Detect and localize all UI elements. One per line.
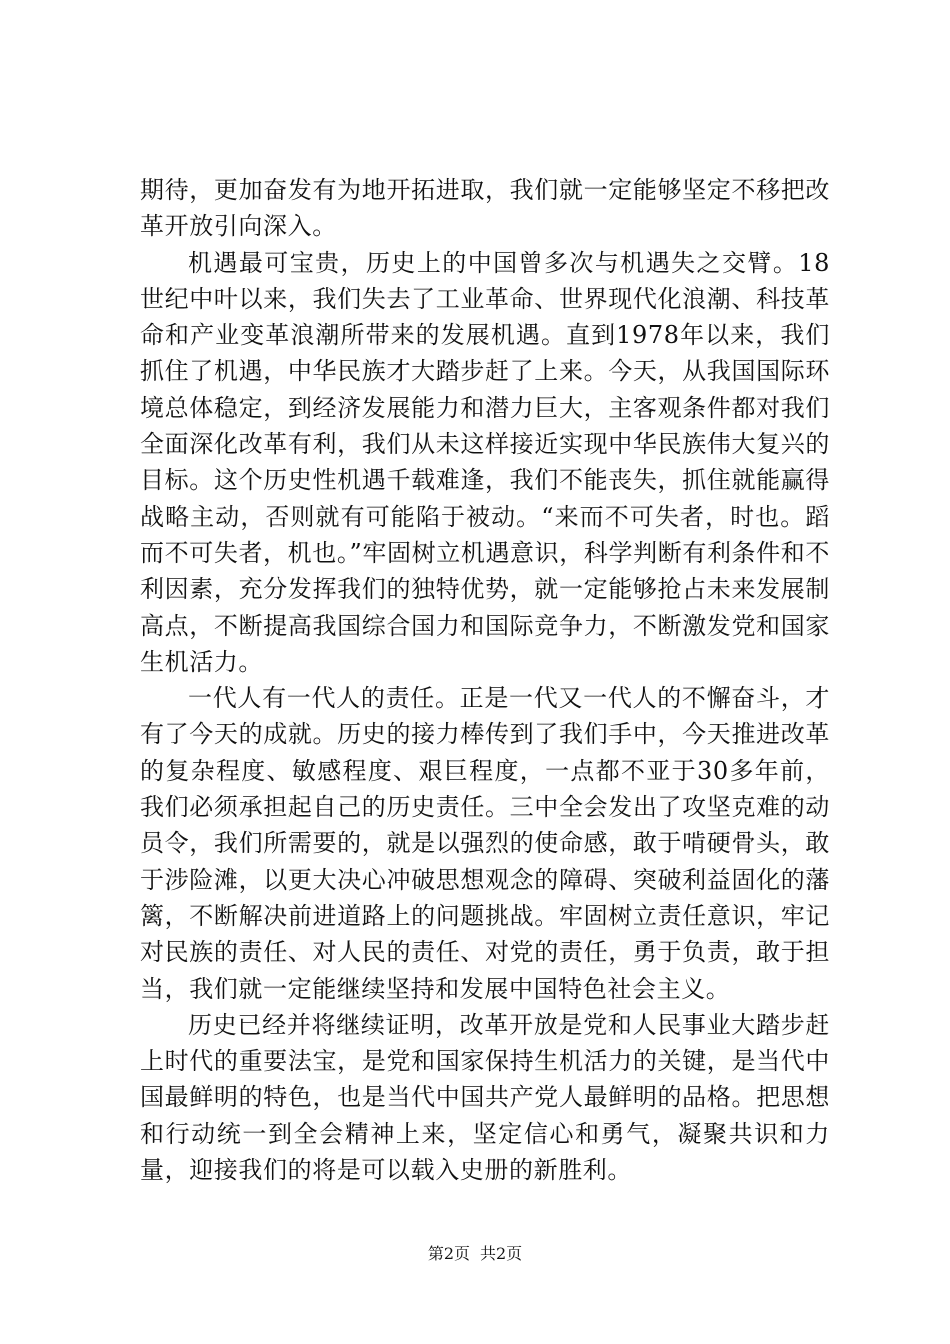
paragraph-continuation: 期待，更加奋发有为地开拓进取，我们就一定能够坚定不移把改革开放引向深入。 (140, 176, 830, 241)
page-footer (0, 1244, 950, 1264)
document-body (140, 172, 830, 1188)
page-number-current: 第2页 (427, 1244, 470, 1263)
paragraph-conclusion: 历史已经并将继续证明，改革开放是党和人民事业大踏步赶上时代的重要法宝，是党和国家保持生机活力的关键，是当代中国最鲜明的特色，也是当代中国共产党人最鲜明的品格。把思想和行动统一到全会精神上来，坚定信心和勇气，凝聚共识和力量，迎接我们的将是可以载入史册的新胜利。 (140, 1010, 830, 1185)
paragraph-opportunity: 机遇最可宝贵，历史上的中国曾多次与机遇失之交臂。18世纪中叶以来，我们失去了工业革命、世界现代化浪潮、科技革命和产业变革浪潮所带来的发展机遇。直到1978年以来，我们抓住了机遇，中华民族才大踏步赶了上来。今天，从我国国际环境总体稳定，到经济发展能力和潜力巨大，主客观条件都对我们全面深化改革有利，我们从未这样接近实现中华民族伟大复兴的目标。这个历史性机遇千载难逢，我们不能丧失，抓住就能赢得战略主动，否则就有可能陷于被动。“来而不可失者，时也。蹈而不可失者，机也。”牢固树立机遇意识，科学判断有利条件和不利因素，充分发挥我们的独特优势，就一定能够抢占未来发展制高点，不断提高我国综合国力和国际竞争力，不断激发党和国家生机活力。 (140, 248, 830, 676)
page-number-total: 共2页 (480, 1244, 523, 1263)
paragraph-responsibility: 一代人有一代人的责任。正是一代又一代人的不懈奋斗，才有了今天的成就。历史的接力棒传到了我们手中，今天推进改革的复杂程度、敏感程度、艰巨程度，一点都不亚于30多年前，我们必须承担起自己的历史责任。三中全会发出了攻坚克难的动员令，我们所需要的，就是以强烈的使命感，敢于啃硬骨头，敢于涉险滩，以更大决心冲破思想观念的障碍、突破利益固化的藩篱，不断解决前进道路上的问题挑战。牢固树立责任意识，牢记对民族的责任、对人民的责任、对党的责任，勇于负责，敢于担当，我们就一定能继续坚持和发展中国特色社会主义。 (140, 684, 830, 1003)
